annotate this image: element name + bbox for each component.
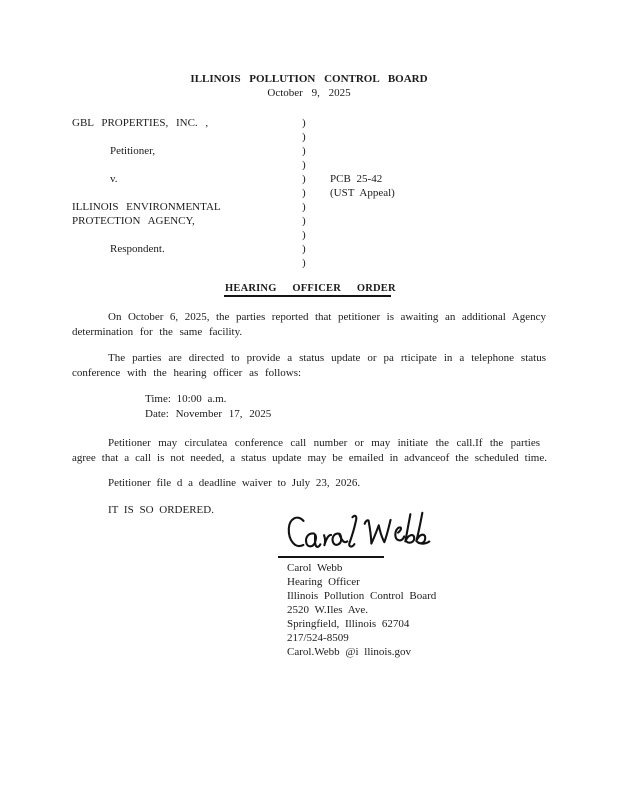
caption-paren: ) bbox=[302, 159, 306, 171]
heading-underline bbox=[224, 295, 391, 297]
caption-paren: ) bbox=[302, 215, 306, 227]
caption-paren: ) bbox=[302, 145, 306, 157]
petitioner-name: GBL PROPERTIES, INC. , bbox=[72, 117, 209, 129]
signature-line bbox=[278, 556, 384, 558]
so-ordered: IT IS SO ORDERED. bbox=[108, 504, 214, 516]
schedule-time: Time: 10:00 a.m. bbox=[145, 393, 227, 405]
caption-paren: ) bbox=[302, 173, 306, 185]
paragraph-1-line-2: determination for the same facility. bbox=[72, 326, 243, 338]
caption-paren: ) bbox=[302, 201, 306, 213]
paragraph-2-line-1: The parties are directed to provide a status update or pa rticipate in a telephone status bbox=[108, 352, 546, 364]
case-type: (UST Appeal) bbox=[330, 187, 395, 199]
signer-organization: Illinois Pollution Control Board bbox=[287, 590, 437, 602]
paragraph-3-line-2: agree that a call is not needed, a status update may be emailed in advanceof the scheduled time. bbox=[72, 452, 547, 464]
order-heading: HEARING OFFICER ORDER bbox=[225, 283, 396, 294]
board-title: ILLINOIS POLLUTION CONTROL BOARD bbox=[190, 73, 428, 85]
signer-address-line1: 2520 W.Iles Ave. bbox=[287, 604, 368, 616]
caption-paren: ) bbox=[302, 243, 306, 255]
signer-phone: 217/524-8509 bbox=[287, 632, 349, 644]
respondent-name-line1: ILLINOIS ENVIRONMENTAL bbox=[72, 201, 221, 213]
caption-paren: ) bbox=[302, 117, 306, 129]
petitioner-label: Petitioner, bbox=[110, 145, 156, 157]
versus: v. bbox=[110, 173, 118, 185]
caption-paren: ) bbox=[302, 187, 306, 199]
caption-paren: ) bbox=[302, 131, 306, 143]
signer-name: Carol Webb bbox=[287, 562, 343, 574]
caption-paren: ) bbox=[302, 229, 306, 241]
paragraph-4: Petitioner file d a deadline waiver to July 23, 2026. bbox=[108, 477, 361, 489]
caption-paren: ) bbox=[302, 257, 306, 269]
signer-title: Hearing Officer bbox=[287, 576, 360, 588]
paragraph-1-line-1: On October 6, 2025, the parties reported that petitioner is awaiting an additional Agency bbox=[108, 311, 546, 323]
order-date: October 9, 2025 bbox=[267, 87, 351, 99]
signer-address-line2: Springfield, Illinois 62704 bbox=[287, 618, 410, 630]
respondent-name-line2: PROTECTION AGENCY, bbox=[72, 215, 195, 227]
paragraph-2-line-2: conference with the hearing officer as follows: bbox=[72, 367, 302, 379]
case-number: PCB 25-42 bbox=[330, 173, 383, 185]
respondent-label: Respondent. bbox=[110, 243, 165, 255]
schedule-date: Date: November 17, 2025 bbox=[145, 408, 272, 420]
handwritten-signature-carol-webb bbox=[282, 507, 436, 558]
paragraph-3-line-1: Petitioner may circulatea conference call number or may initiate the call.If the parties bbox=[108, 437, 540, 449]
signer-email: Carol.Webb @i llinois.gov bbox=[287, 646, 412, 658]
